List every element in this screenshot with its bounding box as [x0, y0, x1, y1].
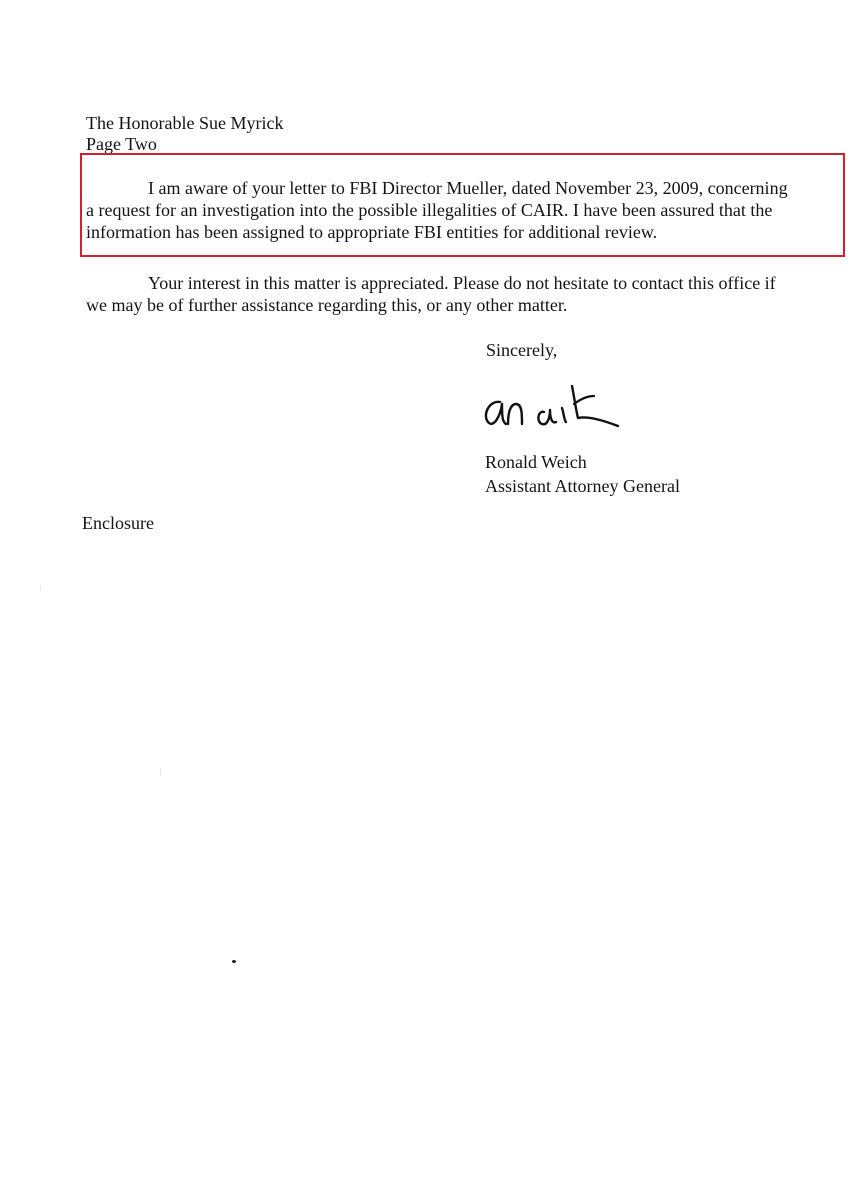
paragraph-line: we may be of further assistance regarding this, or any other matter.	[86, 295, 568, 315]
paragraph-line: information has been assigned to appropriate FBI entities for additional review.	[86, 222, 658, 242]
page-label: Page Two	[86, 134, 157, 154]
enclosure-note: Enclosure	[82, 513, 154, 533]
paragraph-line: a request for an investigation into the possible illegalities of CAIR. I have been assured that the	[86, 200, 773, 220]
recipient-name: The Honorable Sue Myrick	[86, 113, 284, 133]
handwritten-signature	[478, 380, 638, 440]
paragraph-line: Your interest in this matter is appreciated. Please do not hesitate to contact this office if	[148, 273, 776, 293]
signer-name: Ronald Weich	[485, 452, 587, 472]
scan-mark	[40, 585, 41, 591]
closing-salutation: Sincerely,	[486, 340, 558, 360]
closing-paragraph	[86, 272, 836, 316]
scan-mark	[160, 768, 161, 776]
highlighted-paragraph	[86, 177, 826, 243]
scan-speck	[232, 960, 236, 963]
paragraph-line: I am aware of your letter to FBI Director Mueller, dated November 23, 2009, concerning	[148, 178, 788, 198]
signer-title: Assistant Attorney General	[485, 476, 680, 496]
